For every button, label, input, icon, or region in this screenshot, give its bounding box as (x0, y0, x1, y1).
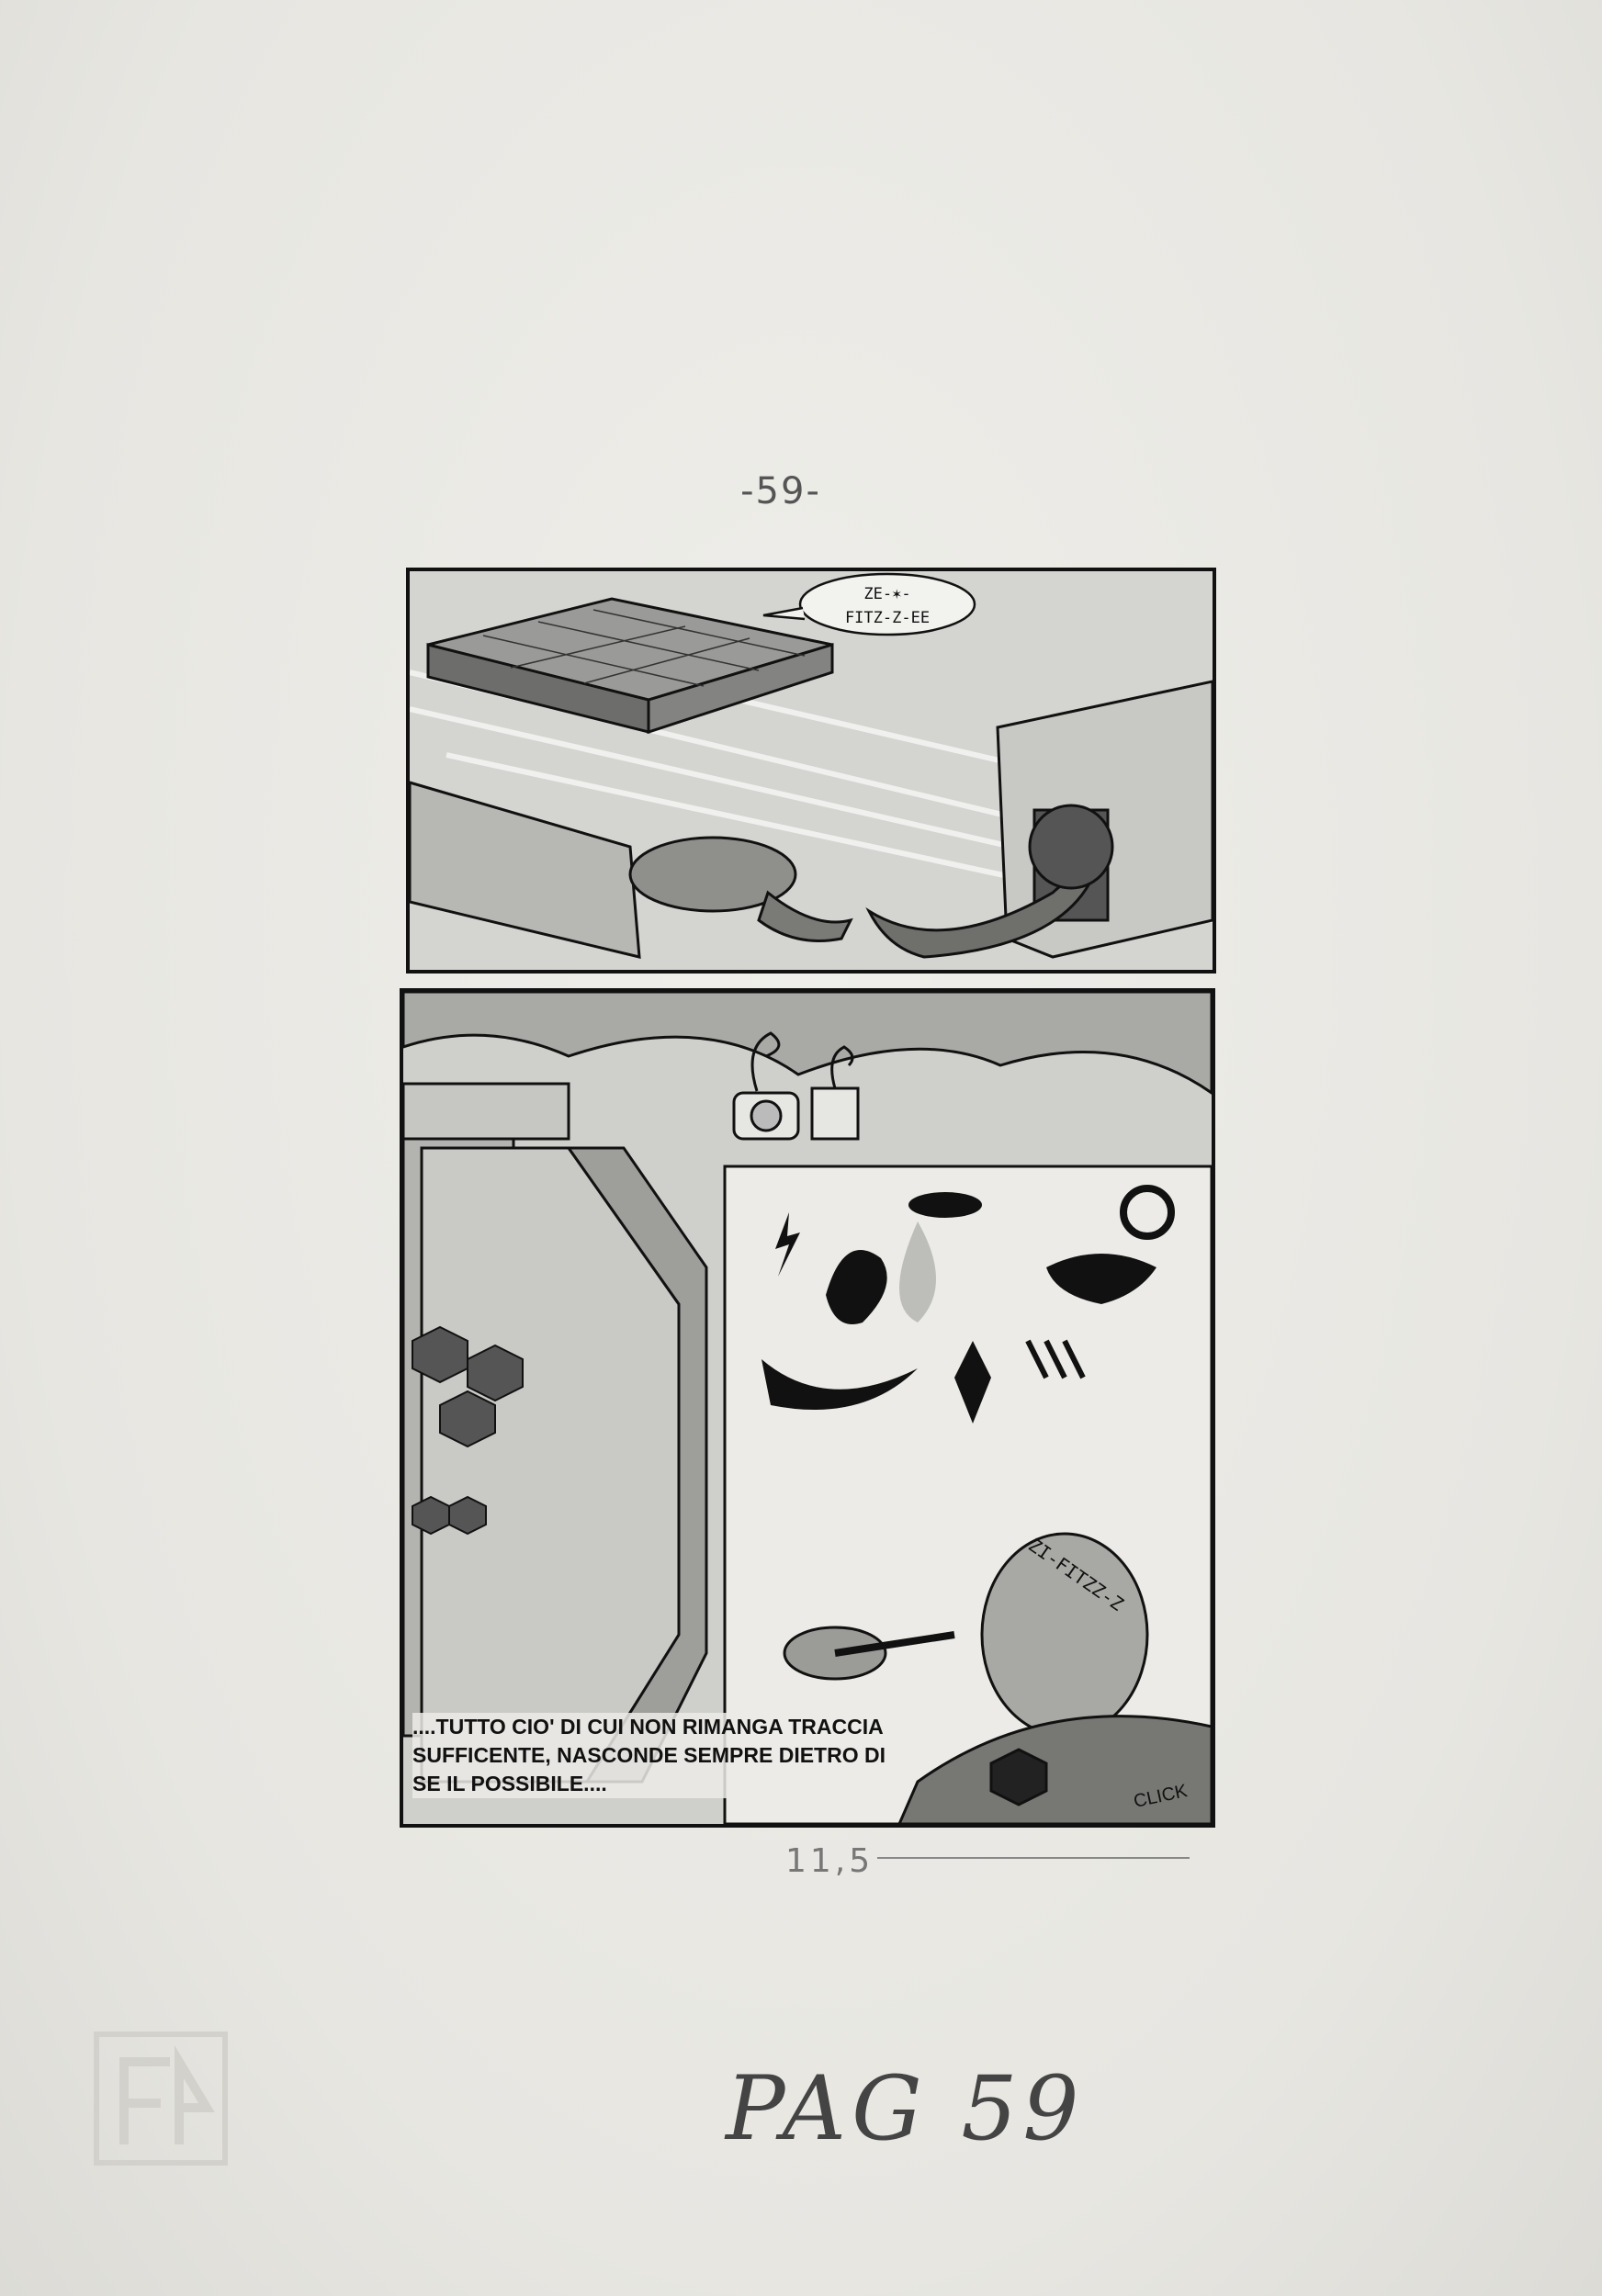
comic-panel-bottom (400, 988, 1215, 1828)
sfx-line-1: ZE-✶- (863, 585, 911, 603)
handwritten-page-label: PAG 59 (726, 2057, 1085, 2160)
fabriano-emboss-logo (87, 2025, 234, 2172)
sfx-line-2: FITZ-Z-EE (844, 609, 931, 627)
caption-box: ....TUTTO CIO' DI CUI NON RIMANGA TRACCIA SUFFICENTE, NASCONDE SEMPRE DIETRO DI SE IL POSSIBILE.... (412, 1713, 890, 1798)
pencil-rule (877, 1857, 1190, 1859)
comic-panel-top (406, 568, 1216, 974)
sfx-balloon-top (777, 582, 998, 630)
artist-signature: CLICK (1132, 1781, 1190, 1812)
sfx-bottom: ZI-FITZZ-Z (1024, 1534, 1128, 1615)
panel-top-artwork (410, 571, 1213, 970)
pencil-note: 11,5 (785, 1842, 874, 1880)
page-number: -59- (740, 470, 821, 512)
panel-bottom-artwork (403, 992, 1212, 1824)
